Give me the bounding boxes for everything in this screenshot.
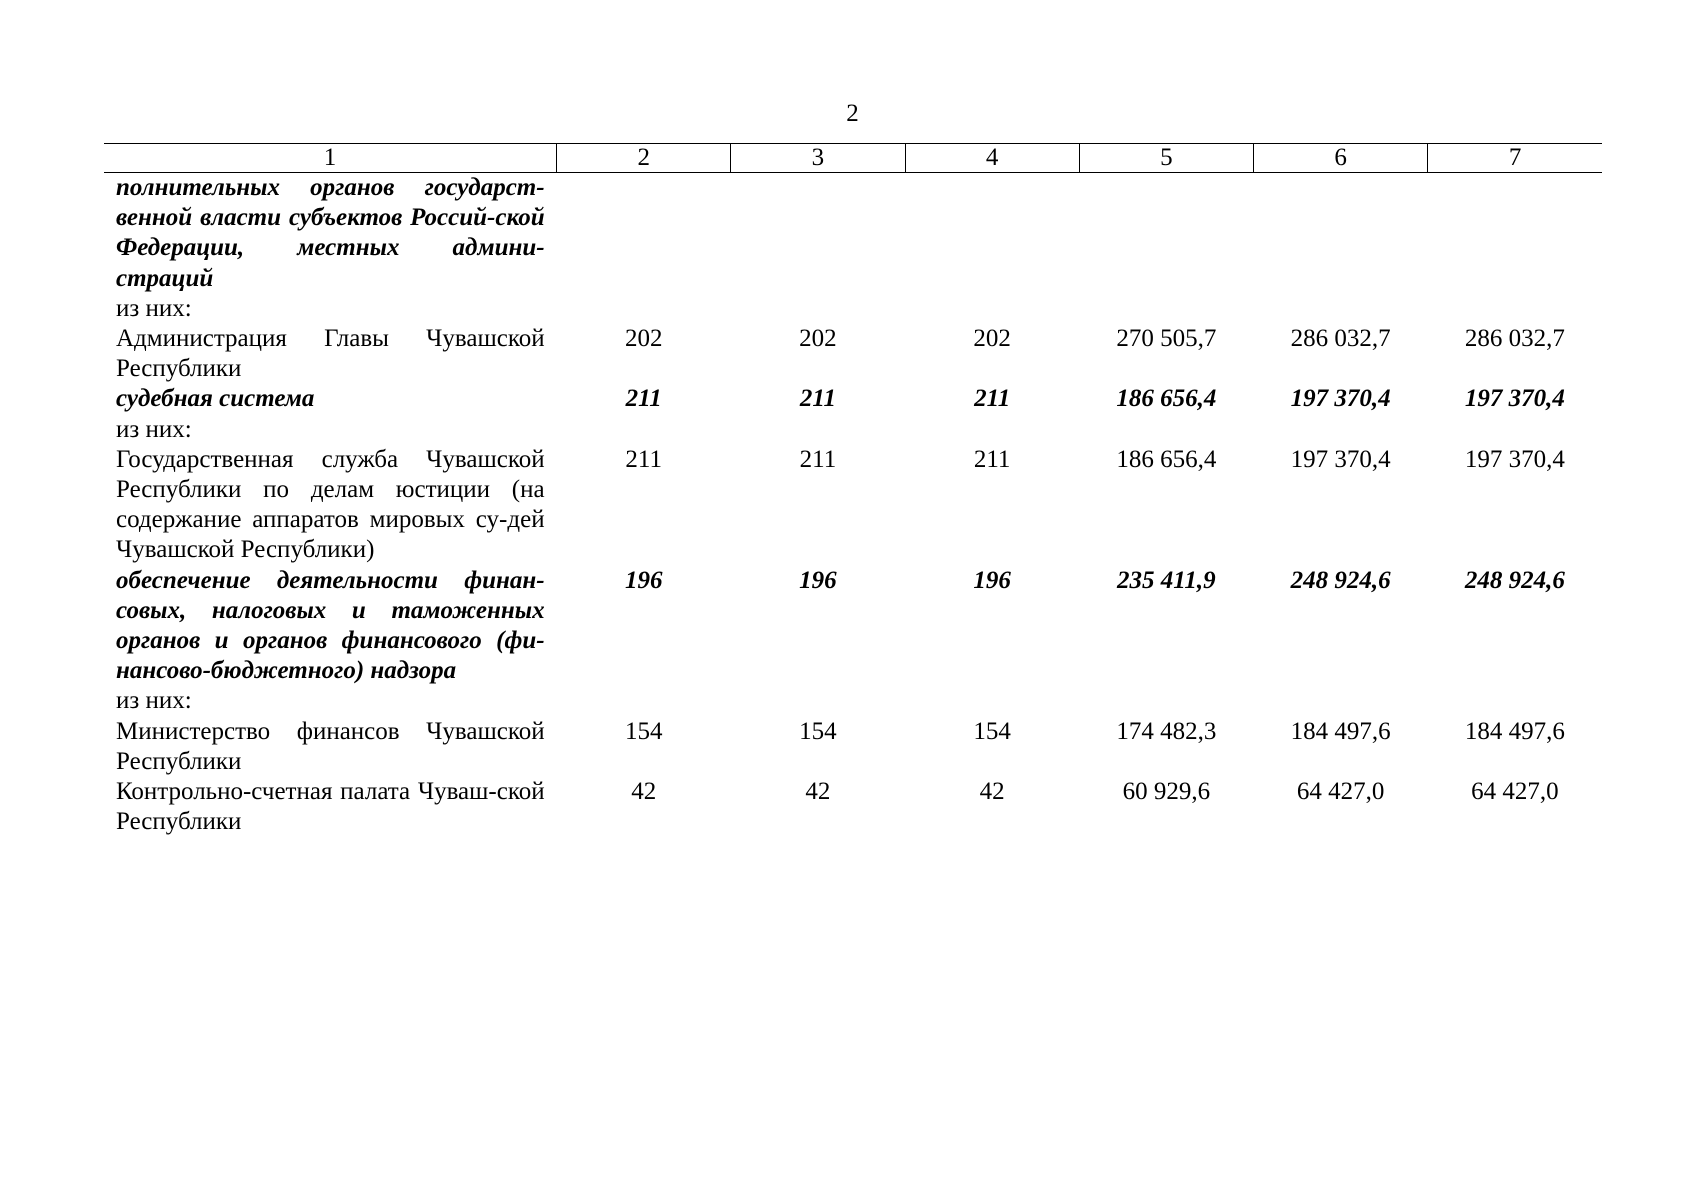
row-subheading: из них: [116, 687, 192, 715]
cell-value: 64 427,0 [1296, 778, 1385, 806]
cell-value: 186 656,4 [1116, 385, 1217, 413]
cell-value: 202 [624, 325, 663, 353]
cell-value: 154 [624, 717, 663, 745]
budget-table [104, 143, 1602, 837]
row-item-name: Администрация Главы Чувашской Республики [116, 325, 545, 383]
cell-value: 211 [799, 385, 836, 413]
column-header-7: 7 [1428, 144, 1602, 173]
cell-value [905, 173, 1079, 294]
row-category-name: полнительных органов государст-венной власти субъектов Россий-ской Федерации, местных админи-страций [116, 174, 545, 292]
cell-value [1428, 173, 1602, 294]
cell-value: 196 [973, 566, 1011, 594]
cell-value: 60 929,6 [1122, 778, 1211, 806]
column-header-3: 3 [731, 144, 905, 173]
cell-value: 42 [979, 778, 1005, 806]
cell-value: 184 497,6 [1290, 717, 1391, 745]
cell-value: 211 [625, 385, 662, 413]
table-row [104, 445, 1602, 566]
cell-value: 211 [799, 445, 837, 473]
row-item-name: Министерство финансов Чувашской Республики [116, 717, 545, 775]
cell-value: 211 [974, 385, 1011, 413]
page-number: 2 [846, 100, 859, 127]
cell-value: 197 370,4 [1290, 445, 1391, 473]
cell-value: 196 [799, 566, 837, 594]
cell-value: 202 [799, 325, 837, 353]
table-row [104, 686, 1602, 716]
cell-value: 154 [799, 717, 837, 745]
cell-value: 248 924,6 [1464, 566, 1565, 594]
row-category-name: обеспечение деятельности финан-совых, налоговых и таможенных органов и органов финансового (фи-нансово-бюджетного) надзора [116, 566, 545, 685]
cell-value: 197 370,4 [1290, 385, 1391, 413]
table-row [104, 173, 1602, 294]
row-subheading: из них: [116, 294, 192, 322]
cell-value: 286 032,7 [1464, 325, 1565, 353]
cell-value [1079, 173, 1253, 294]
cell-value: 197 370,4 [1464, 385, 1565, 413]
column-header-1: 1 [104, 144, 557, 173]
cell-value [557, 173, 731, 294]
cell-value: 42 [805, 778, 831, 806]
table-row [104, 324, 1602, 384]
table-row [104, 566, 1602, 687]
cell-value: 42 [631, 778, 657, 806]
cell-value [731, 173, 905, 294]
table-row [104, 294, 1602, 324]
cell-value: 174 482,3 [1116, 717, 1217, 745]
table-row [104, 717, 1602, 777]
column-header-6: 6 [1253, 144, 1427, 173]
cell-value: 184 497,6 [1464, 717, 1565, 745]
cell-value: 211 [973, 445, 1011, 473]
cell-value: 270 505,7 [1116, 325, 1217, 353]
table-row [104, 777, 1602, 837]
column-number-row [104, 144, 1602, 173]
cell-value: 248 924,6 [1290, 566, 1391, 594]
cell-value: 211 [625, 445, 662, 473]
cell-value [1253, 173, 1427, 294]
cell-value: 154 [973, 717, 1011, 745]
cell-value: 196 [624, 566, 663, 594]
row-subheading: из них: [116, 415, 192, 443]
cell-value: 197 370,4 [1464, 445, 1565, 473]
cell-value: 64 427,0 [1471, 778, 1559, 806]
column-header-4: 4 [905, 144, 1079, 173]
row-item-name: Государственная служба Чувашской Республики по делам юстиции (на содержание аппаратов мировых су-дей Чувашской Республики) [116, 445, 545, 564]
cell-value: 286 032,7 [1290, 325, 1391, 353]
cell-value: 235 411,9 [1117, 566, 1216, 594]
cell-value: 186 656,4 [1116, 445, 1217, 473]
row-category-name: судебная система [116, 385, 315, 413]
cell-value: 202 [973, 325, 1011, 353]
row-item-name: Контрольно-счетная палата Чуваш-ской Республики [116, 778, 545, 836]
column-header-5: 5 [1079, 144, 1253, 173]
table-row [104, 415, 1602, 445]
column-header-2: 2 [557, 144, 731, 173]
table-row [104, 384, 1602, 414]
